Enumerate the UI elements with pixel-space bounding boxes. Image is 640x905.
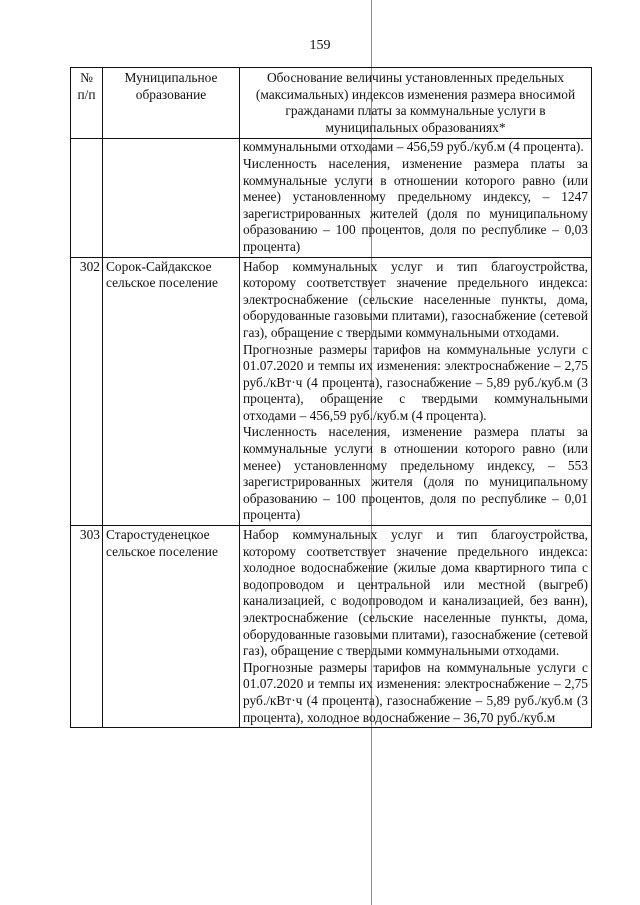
justification-paragraph: Численность населения, изменение размера платы за коммунальные услуги в отношении которого равно (или менее) установленному предельному индексу, – 1247 зарегистрированных жителей (доля по муниципальному образованию – 100 процентов, доля по республике – 0,03 процента): [243, 155, 588, 254]
table-row: [71, 257, 592, 526]
row-number: 303: [71, 526, 103, 728]
header-justification: Обоснование величины установленных предельных (максимальных) индексов изменения размера вносимой гражданами платы за коммунальные услуги в муниципальных образованиях*: [240, 68, 592, 139]
row-justification: [240, 526, 592, 728]
justification-paragraph: Прогнозные размеры тарифов на коммунальные услуги с 01.07.2020 и темпы их изменения: электроснабжение – 2,75 руб./кВт·ч (4 процента), газоснабжение – 5,89 руб./куб.м (3 процента), холодное водоснабжение – 36,70 руб./куб.м: [243, 659, 588, 725]
header-number: № п/п: [71, 68, 103, 139]
page-number: 159: [309, 38, 331, 53]
header-municipality: Муниципальное образование: [103, 68, 240, 139]
row-justification: [240, 139, 592, 257]
justification-paragraph: Прогнозные размеры тарифов на коммунальные услуги с 01.07.2020 и темпы их изменения: электроснабжение – 2,75 руб./кВт·ч (4 процента), газоснабжение – 5,89 руб./куб.м (3 процента), обращение с твердыми коммунальными отходами – 456,59 руб./куб.м (4 процента).: [243, 341, 588, 423]
justification-paragraph: Набор коммунальных услуг и тип благоустройства, которому соответствует значение предельного индекса: холодное водоснабжение (жилые дома квартирного типа с водопроводом и центральной или местной (выгреб) канализацией, с водопроводом и канализацией, без ванн), электроснабжение (сельские населенные пункты, дома, оборудованные газовыми плитами), газоснабжение (сетевой газ), обращение с твердыми коммунальными отходами.: [243, 527, 588, 659]
row-municipality: Старостуденецкое сельское поселение: [103, 526, 240, 728]
row-number: 302: [71, 257, 103, 526]
table-row: [71, 526, 592, 728]
row-municipality: [103, 139, 240, 257]
justification-paragraph: Численность населения, изменение размера платы за коммунальные услуги в отношении которого равно (или менее) установленному предельному индексу, – 553 зарегистрированных жителя (доля по муниципальному образованию – 100 процентов, доля по республике – 0,01 процента): [243, 424, 588, 523]
row-number: [71, 139, 103, 257]
row-municipality: Сорок-Сайдакское сельское поселение: [103, 257, 240, 526]
row-justification: [240, 257, 592, 526]
table-row: [71, 139, 592, 257]
justification-paragraph: Набор коммунальных услуг и тип благоустройства, которому соответствует значение предельного индекса: электроснабжение (сельские населенные пункты, дома, оборудованные газовыми плитами), газоснабжение (сетевой газ), обращение с твердыми коммунальными отходами.: [243, 258, 588, 340]
table-header-row: [71, 68, 592, 139]
justification-paragraph: коммунальными отходами – 456,59 руб./куб.м (4 процента).: [243, 139, 584, 155]
tariff-index-table: [70, 67, 592, 728]
